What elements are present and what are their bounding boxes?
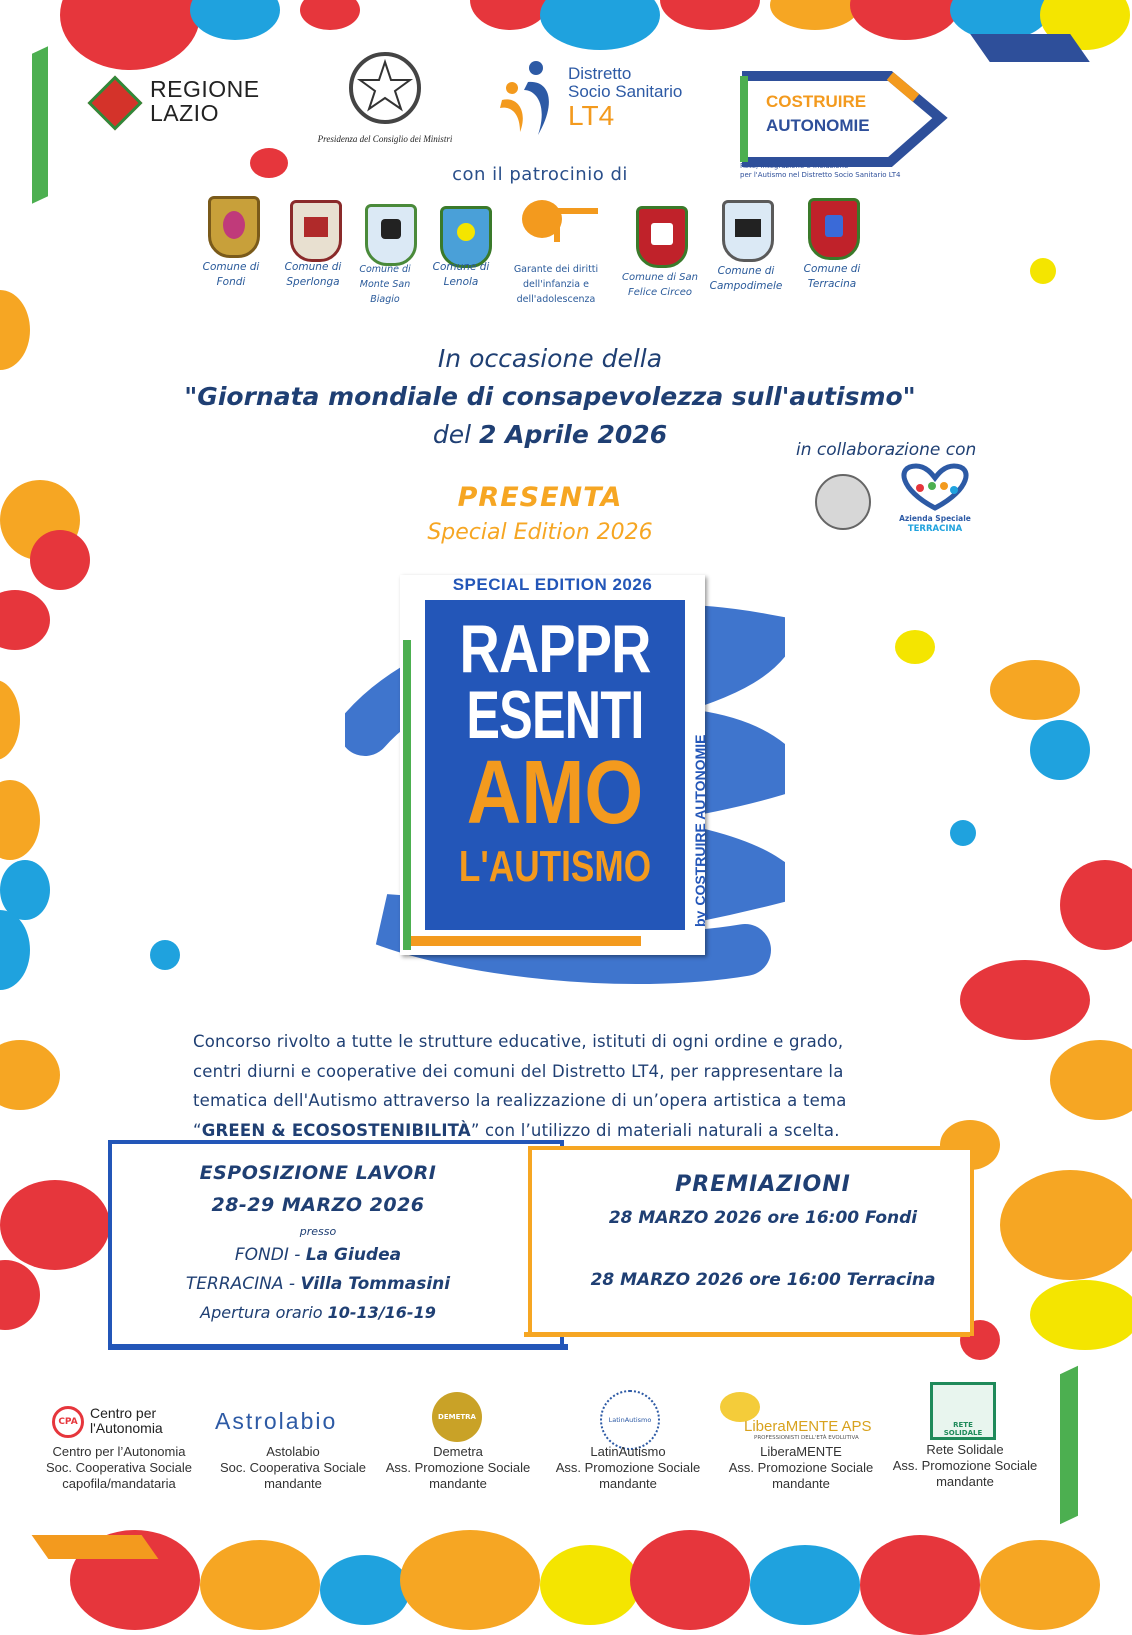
place2-sep: - [283,1274,301,1294]
distretto-text-line3: LT4 [568,100,615,131]
poster-green-edge [403,640,411,950]
comune-fondi-label: Comune di Fondi [202,261,260,288]
premiazioni-title: PREMIAZIONI [675,1172,851,1197]
partner-cpa-line3: capofila/mandataria [62,1476,176,1491]
poster-orange-edge [411,936,641,946]
costruire-text-line2: AUTONOMIE [766,116,870,135]
place1-city: FONDI [234,1245,289,1265]
comune-campodimele-label: Comune di Campodimele [709,265,783,292]
partner-rete-solidale-caption [880,1442,1050,1490]
demetra-logo [432,1392,482,1442]
partner-rete-solidale-line1: Rete Solidale [926,1442,1004,1457]
distretto-lt4-logo [498,60,698,140]
corner-stripe-green-left [32,46,48,203]
terracina-crest-icon [808,198,860,260]
distretto-text-line2: Socio Sanitario [568,82,683,101]
cpa-emblem-icon [52,1406,84,1438]
astrolabio-logo-text: Astrolabio [215,1408,338,1434]
partner-cpa-line1: Centro per l’Autonomia [52,1444,186,1459]
presidenza-logo [310,48,460,148]
place1-sep: - [288,1245,306,1265]
occasion-date: 2 Aprile 2026 [479,420,668,449]
partner-astolabio-line3: mandante [264,1476,322,1491]
partner-rete-solidale-line2: Ass. Promozione Sociale [892,1458,1038,1473]
san-felice-circeo-crest-icon [636,206,688,268]
cpa-logo-text: Centro per l'Autonomia [90,1405,163,1436]
partner-rete-solidale-line3: mandante [936,1474,994,1489]
esposizione-presso: presso [299,1225,337,1238]
corner-stripe-green-bottom-right [1060,1366,1078,1524]
occasion-line1: In occasione della [437,344,663,373]
esposizione-place1 [108,1245,528,1265]
place2-city: TERRACINA [185,1274,284,1294]
poster-line3: AMO [466,743,644,843]
partner-cpa-line2: Soc. Cooperativa Sociale [46,1460,192,1475]
partner-demetra-line1: Demetra [433,1444,483,1459]
lenola-crest-icon [440,206,492,268]
fondi-crest-icon [208,196,260,258]
partner-cpa-caption [34,1444,204,1492]
comune-san-felice-circeo-label: Comune di San Felice Circeo [622,272,698,298]
partner-latinautismo-caption [543,1444,713,1492]
latinautismo-logo [600,1390,660,1450]
rete-solidale-logo-text: RETE SOLIDALE [943,1421,983,1437]
partner-latinautismo-line3: mandante [599,1476,657,1491]
esposizione-box-shadow [112,1344,568,1350]
corner-stripe-blue-top-right [970,34,1090,62]
costruire-autonomie-logo [740,70,950,180]
sperlonga-crest-icon [290,200,342,262]
description-line4-rest: ” con l’utilizzo di materiali naturali a scelta. [470,1120,840,1140]
repubblica-emblem-icon [345,48,425,128]
partner-latinautismo-line1: LatinAutismo [590,1444,666,1459]
comune-monte-san-biagio-label: Comune di Monte San Biagio [359,264,411,305]
garante-label: Garante dei diritti dell'infanzia e dell'adolescenza [513,264,599,305]
cpa-logo [50,1402,200,1442]
patrocinio-title: con il patrocinio di [452,164,628,185]
partner-liberamente-line3: mandante [772,1476,830,1491]
partner-liberamente-line2: Ass. Promozione Sociale [728,1460,874,1475]
campodimele-crest-icon [722,200,774,262]
occasion-line3 [200,420,900,449]
presenta-subtitle: Special Edition 2026 [427,520,653,545]
costruire-sub-line1: Rete, Integrazione e Inclusione [740,162,849,170]
partner-latinautismo-line2: Ass. Promozione Sociale [555,1460,701,1475]
partner-astolabio-line2: Soc. Cooperativa Sociale [220,1460,366,1475]
azienda-line1: Azienda Speciale [899,514,971,523]
description-theme: GREEN & ECOSOSTENIBILITÀ [201,1120,471,1140]
place1-venue: La Giudea [305,1245,402,1265]
cpa-short: CPA [58,1417,78,1427]
premiazioni-box-shadow [524,1332,970,1337]
description-line2: centri diurni e cooperative dei comuni del Distretto LT4, per rappresentare la [193,1061,844,1081]
hours-value: 10-13/16-19 [327,1303,436,1322]
liberamente-logo [714,1392,874,1444]
esposizione-place2 [108,1274,528,1294]
contest-description [193,1027,953,1145]
partner-astolabio-caption [208,1444,378,1492]
poster-brand-vertical [692,727,714,927]
hours-label: Apertura orario [200,1303,328,1322]
liberamente-logo-sub: PROFESSIONISTI DELL'ETÀ EVOLUTIVA [754,1435,859,1441]
esposizione-hours [108,1303,528,1322]
poster-by: by [692,910,708,927]
partner-astolabio-line1: Astolabio [266,1444,320,1459]
partner-demetra-line3: mandante [429,1476,487,1491]
description-line3: tematica dell'Autismo attraverso la realizzazione di un’opera artistica a tema [193,1091,847,1110]
occasion-line3-prefix: del [432,420,480,449]
place2-venue: Villa Tommasini [300,1274,451,1294]
partner-demetra-line2: Ass. Promozione Sociale [385,1460,531,1475]
esposizione-dates: 28-29 MARZO 2026 [211,1194,425,1216]
poster-brand: COSTRUIRE AUTONOMIE [692,734,708,906]
presenta-title: PRESENTA [457,482,623,513]
regione-lazio-logo [88,72,268,128]
garante-logo-icon [518,200,598,244]
corner-stripe-orange-bottom-left [32,1535,159,1559]
distretto-text-line1: Distretto [568,64,632,83]
comune-sperlonga-label: Comune di Sperlonga [284,261,342,288]
collaborazione-title: in collaborazione con [796,440,977,460]
costruire-sub-line2: per l'Autismo nel Distretto Socio Sanitario LT4 [740,171,901,179]
liberamente-logo-text: LiberaMENTE APS [744,1418,872,1435]
collab-round-logo-icon [815,474,871,530]
poster-edition: SPECIAL EDITION 2026 [452,575,653,594]
poster-line2: ESENTI [466,677,644,753]
premiazioni-line2: 28 MARZO 2026 ore 16:00 Terracina [590,1270,936,1290]
esposizione-title: ESPOSIZIONE LAVORI [199,1162,437,1184]
latinautismo-logo-text: LatinAutismo [608,1416,652,1424]
description-quote-open: “ [193,1120,202,1140]
partner-liberamente-line1: LiberaMENTE [760,1444,842,1459]
presidenza-text: Presidenza del Consiglio dei Ministri [317,134,453,144]
azienda-speciale-logo [890,462,980,536]
monte-san-biagio-crest-icon [365,204,417,266]
costruire-text-line1: COSTRUIRE [766,92,867,111]
poster-line1: RAPPR [459,611,651,687]
demetra-logo-text: DEMETRA [438,1413,476,1421]
regione-lazio-emblem-icon [88,76,143,131]
regione-lazio-text-line2: LAZIO [150,100,219,126]
description-line1: Concorso rivolto a tutte le strutture educative, istituti di ogni ordine e grado, [193,1032,844,1051]
regione-lazio-text-line1: REGIONE [150,76,260,102]
comune-lenola-label: Comune di Lenola [432,261,490,288]
poster-line4: L'AUTISMO [458,842,652,891]
distretto-people-icon [498,60,568,140]
occasion-line2: "Giornata mondiale di consapevolezza sull'autismo" [184,382,916,411]
rete-solidale-logo [930,1382,996,1440]
azienda-heart-icon [890,462,980,512]
comune-terracina-label: Comune di Terracina [803,263,861,290]
partner-liberamente-caption [716,1444,886,1492]
contest-poster [345,570,785,990]
premiazioni-line1: 28 MARZO 2026 ore 16:00 Fondi [608,1208,918,1228]
partner-demetra-caption [373,1444,543,1492]
azienda-line2: TERRACINA [907,524,963,534]
